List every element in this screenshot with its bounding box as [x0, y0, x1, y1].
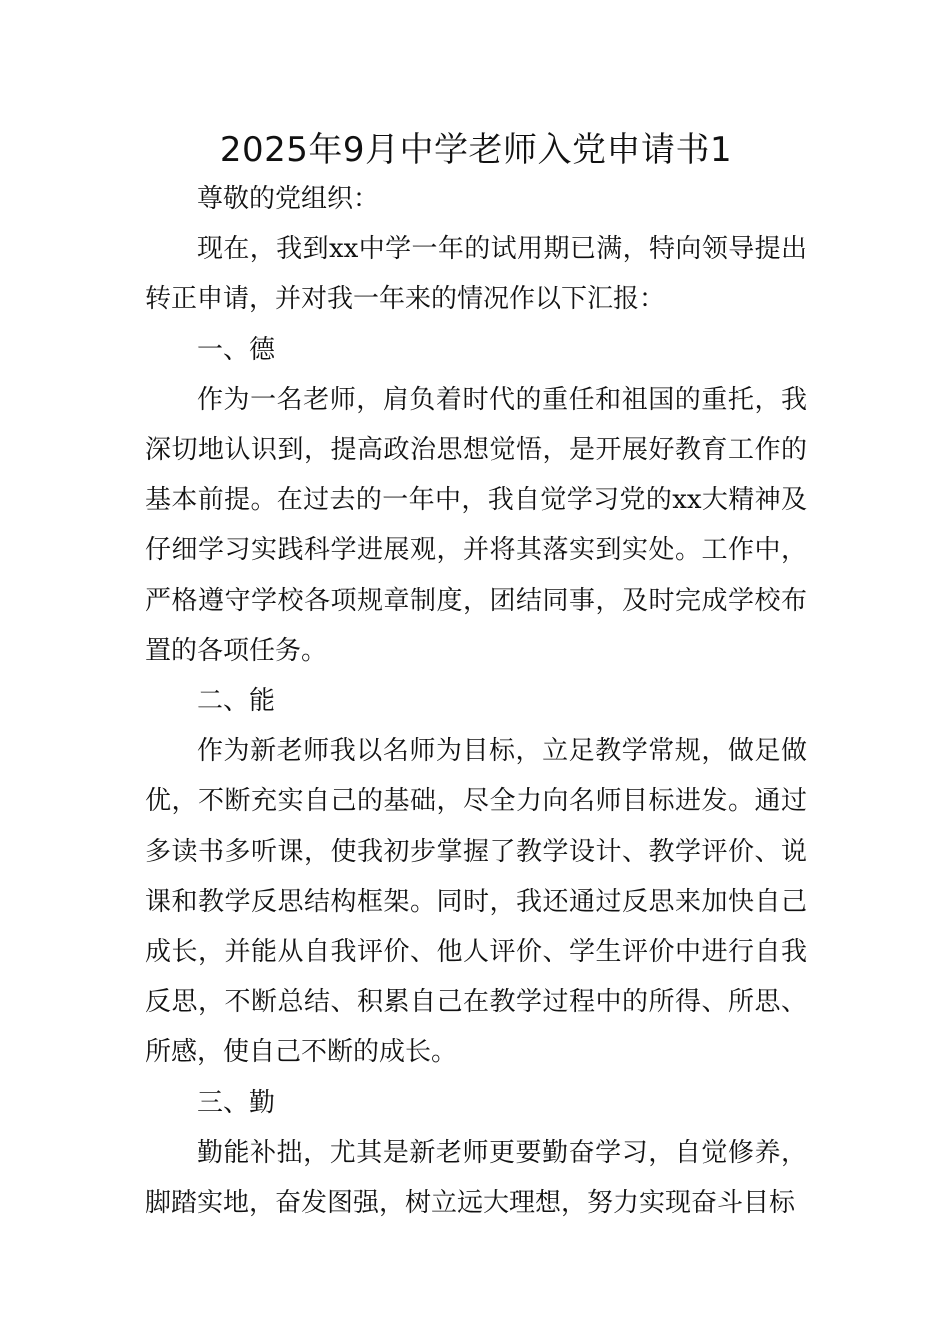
section-body-virtue: 作为一名老师，肩负着时代的重任和祖国的重托，我深切地认识到，提高政治思想觉悟，是开展好教育工作的基本前提。在过去的一年中，我自觉学习党的xx大精神及仔细学习实践科学进展观，并将其落实到实处。工作中，严格遵守学校各项规章制度，团结同事，及时完成学校布置的各项任务。: [145, 384, 807, 666]
section-heading-virtue: 一、德: [197, 334, 276, 365]
section-heading-ability: 二、能: [197, 686, 276, 717]
section-body-diligence: 勤能补拙，尤其是新老师更要勤奋学习，自觉修养，脚踏实地，奋发图强，树立远大理想，努力实现奋斗目标: [145, 1137, 807, 1219]
section-heading-diligence: 三、勤: [197, 1087, 276, 1118]
document-title: 2025年9月中学老师入党申请书1: [219, 130, 733, 170]
document-content: [145, 128, 807, 1228]
salutation: 尊敬的党组织：: [197, 184, 380, 214]
intro-paragraph: 现在，我到xx中学一年的试用期已满，特向领导提出转正申请，并对我一年来的情况作以下汇报：: [145, 234, 807, 315]
section-body-ability: 作为新老师我以名师为目标，立足教学常规，做足做优，不断充实自己的基础，尽全力向名师目标进发。通过多读书多听课，使我初步掌握了教学设计、教学评价、说课和教学反思结构框架。同时，我还通过反思来加快自己成长，并能从自我评价、他人评价、学生评价中进行自我反思，不断总结、积累自己在教学过程中的所得、所思、所感，使自己不断的成长。: [145, 736, 807, 1068]
